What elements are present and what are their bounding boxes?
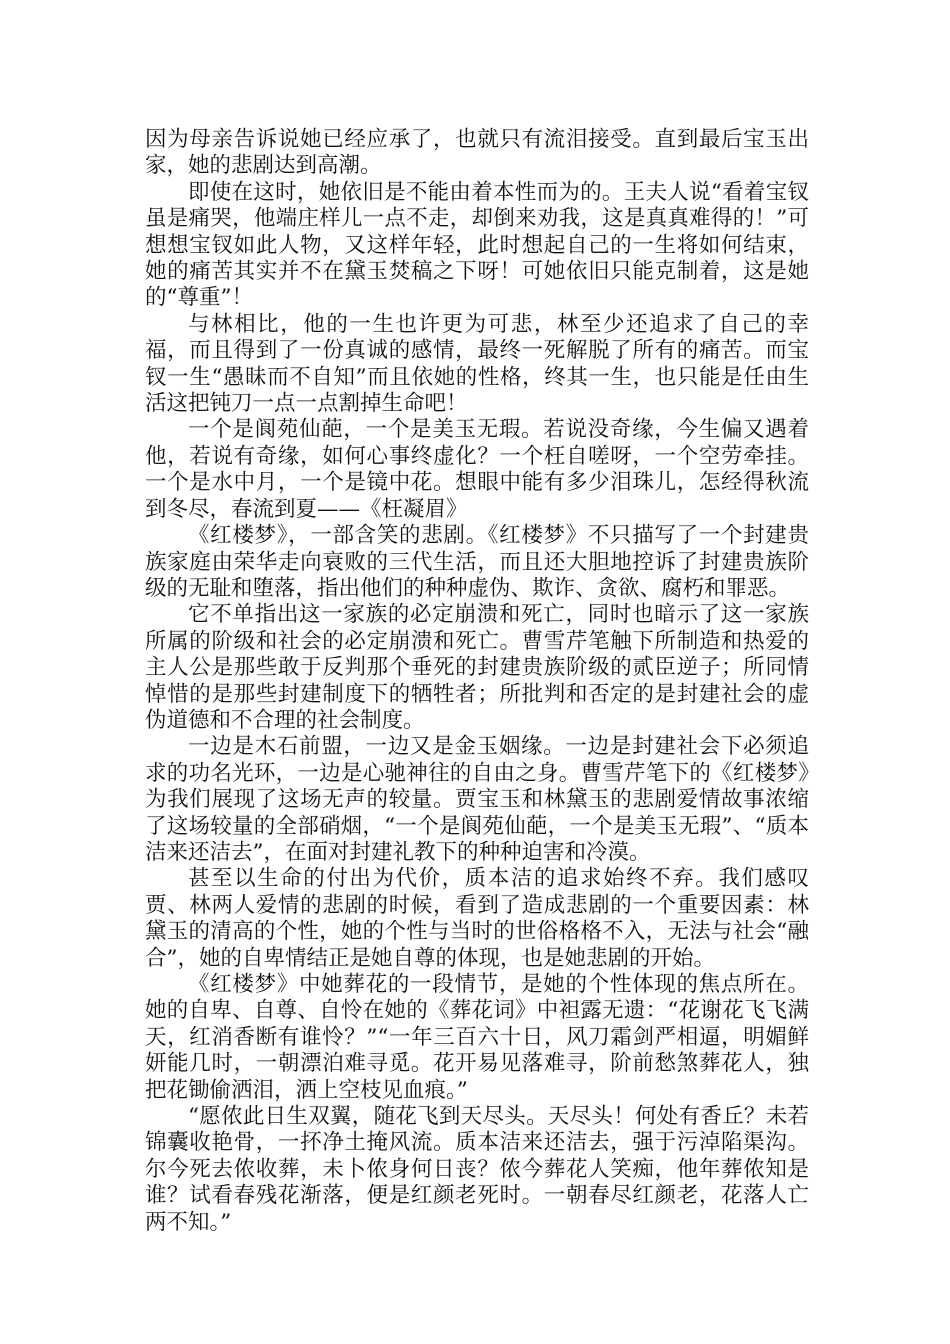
paragraph: 即使在这时，她依旧是不能由着本性而为的。王夫人说“看着宝钗虽是痛哭，他端庄样儿一点不走，却倒来劝我，这是真真难得的！”可想想宝钗如此人物，又这样年轻，此时想起自己的一生将如何结束，她的痛苦其实并不在黛玉焚稿之下呀！可她依旧只能克制着，这是她的“尊重”！ (145, 179, 809, 311)
paragraph: 《红楼梦》，一部含笑的悲剧。《红楼梦》不只描写了一个封建贵族家庭由荣华走向衰败的三代生活，而且还大胆地控诉了封建贵族阶级的无耻和堕落，指出他们的种种虚伪、欺诈、贪欲、腐朽和罪恶。 (145, 523, 809, 601)
paragraph: “愿侬此日生双翼，随花飞到天尽头。天尽头！何处有香丘？未若锦囊收艳骨，一抔净土掩风流。质本洁来还洁去，强于污淖陷渠沟。尔今死去侬收葬，未卜侬身何日丧？侬今葬花人笑痴，他年葬侬知是谁？试看春残花渐落，便是红颜老死时。一朝春尽红颜老，花落人亡两不知。” (145, 1104, 809, 1235)
paragraph: 一个是阆苑仙葩，一个是美玉无瑕。若说没奇缘，今生偏又遇着他，若说有奇缘，如何心事终虚化？一个枉自嗟呀，一个空劳牵挂。一个是水中月，一个是镜中花。想眼中能有多少泪珠儿，怎经得秋流到冬尽，春流到夏——《枉凝眉》 (145, 417, 809, 522)
paragraph: 与林相比，他的一生也许更为可悲，林至少还追求了自己的幸福，而且得到了一份真诚的感情，最终一死解脱了所有的痛苦。而宝钗一生“愚昧而不自知”而且依她的性格，终其一生，也只能是任由生活这把钝刀一点一点割掉生命吧！ (145, 311, 809, 417)
paragraph: 它不单指出这一家族的必定崩溃和死亡，同时也暗示了这一家族所属的阶级和社会的必定崩溃和死亡。曹雪芹笔触下所制造和热爱的主人公是那些敢于反判那个垂死的封建贵族阶级的贰臣逆子；所同情悼惜的是那些封建制度下的牺牲者；所批判和否定的是封建社会的虚伪道德和不合理的社会制度。 (145, 602, 809, 733)
paragraph: 因为母亲告诉说她已经应承了，也就只有流泪接受。直到最后宝玉出家，她的悲剧达到高潮。 (145, 127, 809, 179)
paragraph: 《红楼梦》中她葬花的一段情节，是她的个性体现的焦点所在。她的自卑、自尊、自怜在她的《葬花词》中袒露无遗：“花谢花飞飞满天，红消香断有谁怜？”“一年三百六十日，风刀霜剑严相逼，明媚鲜妍能几时，一朝漂泊难寻觅。花开易见落难寻，阶前愁煞葬花人，独把花锄偷洒泪，洒上空枝见血痕。” (145, 972, 809, 1103)
paragraph: 一边是木石前盟，一边又是金玉姻缘。一边是封建社会下必须追求的功名光环，一边是心驰神往的自由之身。曹雪芹笔下的《红楼梦》为我们展现了这场无声的较量。贾宝玉和林黛玉的悲剧爱情故事浓缩了这场较量的全部硝烟，“一个是阆苑仙葩，一个是美玉无瑕”、“质本洁来还洁去”，在面对封建礼教下的种种迫害和冷漠。 (145, 734, 809, 865)
paragraph: 甚至以生命的付出为代价，质本洁的追求始终不弃。我们感叹贾、林两人爱情的悲剧的时候，看到了造成悲剧的一个重要因素：林黛玉的清高的个性，她的个性与当时的世俗格格不入，无法与社会“融合”，她的自卑情结正是她自尊的体现，也是她悲剧的开始。 (145, 866, 809, 971)
document-body (145, 127, 809, 1236)
